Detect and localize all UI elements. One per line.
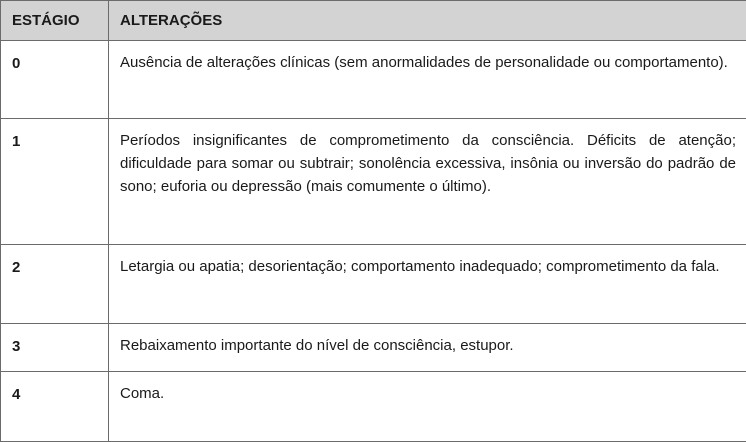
stage-cell: 2 <box>1 245 109 324</box>
stage-cell: 3 <box>1 324 109 372</box>
table-row <box>1 324 746 372</box>
stage-cell: 4 <box>1 372 109 442</box>
table-row <box>1 245 746 324</box>
table-row <box>1 119 746 245</box>
header-row <box>1 1 746 41</box>
stage-cell: 0 <box>1 41 109 119</box>
stage-cell: 1 <box>1 119 109 245</box>
description-cell: Letargia ou apatia; desorientação; comportamento inadequado; comprometimento da fala. <box>109 245 746 324</box>
description-cell: Rebaixamento importante do nível de consciência, estupor. <box>109 324 746 372</box>
description-cell: Ausência de alterações clínicas (sem anormalidades de personalidade ou comportamento). <box>109 41 746 119</box>
table-row <box>1 372 746 442</box>
table-row <box>1 41 746 119</box>
description-cell: Coma. <box>109 372 746 442</box>
description-cell: Períodos insignificantes de comprometimento da consciência. Déficits de atenção; dificuldade para somar ou subtrair; sonolência excessiva, insônia ou inversão do padrão de sono; euforia ou depressão (mais comumente o último). <box>109 119 746 245</box>
header-changes: ALTERAÇÕES <box>109 1 746 41</box>
header-stage: ESTÁGIO <box>1 1 109 41</box>
